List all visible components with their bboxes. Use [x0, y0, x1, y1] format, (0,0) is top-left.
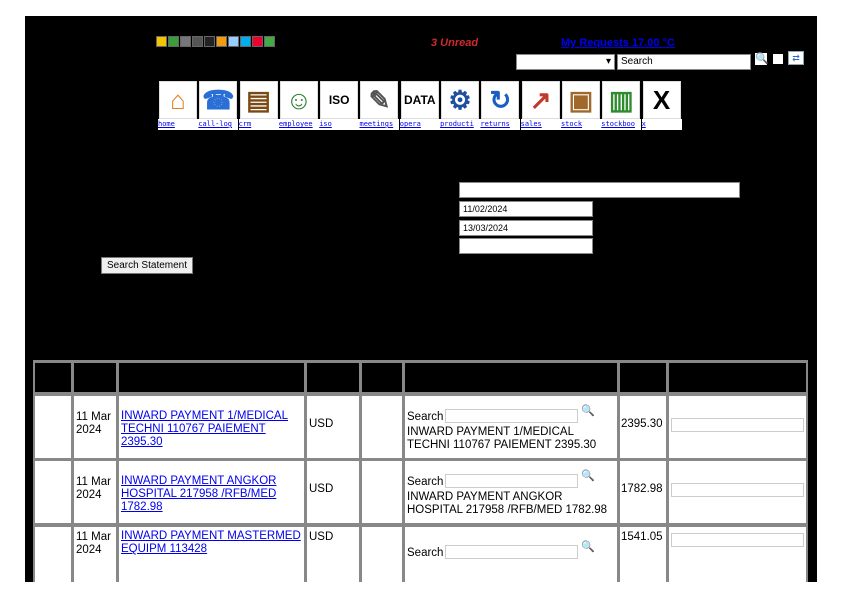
- date-from-input[interactable]: 11/02/2024: [459, 201, 593, 217]
- tools-icon[interactable]: [216, 36, 227, 47]
- nav-item-returns[interactable]: [480, 81, 520, 131]
- search-statement-button[interactable]: Search Statement: [101, 257, 193, 274]
- nav-item-sales[interactable]: [521, 81, 561, 131]
- iso-icon[interactable]: [320, 81, 358, 119]
- nav-label[interactable]: x: [642, 119, 682, 130]
- date-cell: [74, 461, 116, 523]
- gears-icon[interactable]: ⚙: [441, 81, 479, 119]
- nav-item-stockboo[interactable]: [601, 81, 641, 131]
- notes-input[interactable]: [671, 418, 804, 432]
- page-frame: [25, 16, 817, 582]
- amount-cell: [620, 396, 666, 458]
- description-cell: [119, 396, 304, 458]
- x-icon[interactable]: X: [643, 81, 681, 119]
- calculator-icon[interactable]: [192, 36, 203, 47]
- star-icon[interactable]: [156, 36, 167, 47]
- nav-item-employee[interactable]: [279, 81, 319, 131]
- notes-cell: [669, 461, 806, 523]
- amount-cell: [620, 461, 666, 523]
- row-amount: 2395.30: [621, 418, 663, 430]
- match-search-input[interactable]: [445, 545, 578, 559]
- date-cell: [74, 527, 116, 582]
- nav-icon-text: DATA: [404, 93, 436, 107]
- row-currency: USD: [309, 531, 334, 543]
- nav-item-crm[interactable]: [239, 81, 279, 131]
- match-cell: [405, 527, 617, 582]
- row-description-link[interactable]: INWARD PAYMENT 1/MEDICAL TECHNI 110767 PAIEMENT 2395.30: [121, 410, 288, 448]
- nav-item-producti[interactable]: [440, 81, 480, 131]
- people-icon[interactable]: ☺: [280, 81, 318, 119]
- nav-item-stock[interactable]: [561, 81, 601, 131]
- header-description: [119, 363, 304, 392]
- main-nav: [158, 81, 682, 131]
- search-icon[interactable]: 🔍: [581, 470, 595, 482]
- search-icon[interactable]: 🔍: [755, 53, 769, 65]
- nav-label[interactable]: returns: [480, 119, 520, 130]
- nav-label[interactable]: home: [158, 119, 198, 130]
- nav-label[interactable]: iso: [319, 119, 359, 130]
- return-arrow-icon[interactable]: ↻: [481, 81, 519, 119]
- notes-cell: [669, 527, 806, 582]
- row-date: 11 Mar 2024: [76, 531, 111, 556]
- row-select-cell[interactable]: [35, 461, 71, 523]
- header-amount: [620, 363, 666, 392]
- nav-item-call-log[interactable]: [198, 81, 238, 131]
- house-icon[interactable]: ⌂: [159, 81, 197, 119]
- money-icon[interactable]: [264, 36, 275, 47]
- globe-icon[interactable]: [168, 36, 179, 47]
- match-search-label: Search: [407, 411, 444, 423]
- skype-icon[interactable]: [240, 36, 251, 47]
- currency-cell: [307, 461, 359, 523]
- amount-cell: [620, 527, 666, 582]
- account-filter-input[interactable]: [459, 182, 740, 198]
- match-search-label: Search: [407, 476, 444, 488]
- match-text: INWARD PAYMENT ANGKOR HOSPITAL 217958 /RFB/MED 1782.98: [407, 491, 608, 516]
- nav-label[interactable]: call-log: [198, 119, 238, 130]
- header-date: [74, 363, 116, 392]
- my-requests-link[interactable]: My Requests 17.00 °C: [561, 37, 675, 49]
- row-currency: USD: [309, 483, 334, 495]
- match-cell: [405, 396, 617, 458]
- row-amount: 1782.98: [621, 483, 663, 495]
- flag-cell: [362, 396, 402, 458]
- statement-table: [33, 360, 808, 582]
- date-to-input[interactable]: 13/03/2024: [459, 220, 593, 236]
- chevron-down-icon: ▾: [605, 56, 611, 67]
- reference-filter-input[interactable]: [459, 238, 593, 254]
- flag-cell: [362, 527, 402, 582]
- match-search-label: Search: [407, 547, 444, 559]
- book-icon[interactable]: ▥: [602, 81, 640, 119]
- nav-label[interactable]: stock: [561, 119, 601, 130]
- row-date: 11 Mar 2024: [76, 476, 111, 501]
- row-description-link[interactable]: INWARD PAYMENT ANGKOR HOSPITAL 217958 /RFB/MED 1782.98: [121, 475, 277, 513]
- row-date: 11 Mar 2024: [76, 411, 111, 436]
- notes-input[interactable]: [671, 483, 804, 497]
- flag-cell: [362, 461, 402, 523]
- clipboard-icon[interactable]: [204, 36, 215, 47]
- match-text: INWARD PAYMENT 1/MEDICAL TECHNI 110767 PAIEMENT 2395.30: [407, 426, 597, 451]
- open-external-icon[interactable]: [771, 52, 785, 66]
- nav-item-x[interactable]: [642, 81, 682, 131]
- nav-item-opera[interactable]: [400, 81, 440, 131]
- pdf-icon[interactable]: [252, 36, 263, 47]
- match-search-input[interactable]: [445, 474, 578, 488]
- sales-chart-icon[interactable]: ↗: [522, 81, 560, 119]
- unread-count[interactable]: 3 Unread: [431, 37, 479, 49]
- nav-label[interactable]: stockboo: [601, 119, 641, 130]
- row-description-link[interactable]: INWARD PAYMENT MASTERMED EQUIPM 113428: [121, 530, 301, 555]
- opera-data-icon[interactable]: [401, 81, 439, 119]
- header-select: [35, 363, 71, 392]
- cabinet-icon[interactable]: ▤: [240, 81, 278, 119]
- nav-label[interactable]: opera: [400, 119, 440, 130]
- nav-item-home[interactable]: [158, 81, 198, 131]
- description-cell: [119, 527, 304, 582]
- notes-input[interactable]: [671, 533, 804, 547]
- nav-item-meetings[interactable]: [359, 81, 399, 131]
- phone-icon[interactable]: ☎: [199, 81, 237, 119]
- nav-item-iso[interactable]: [319, 81, 359, 131]
- row-select-cell[interactable]: [35, 396, 71, 458]
- notes-cell: [669, 396, 806, 458]
- row-currency: USD: [309, 418, 334, 430]
- search-icon[interactable]: 🔍: [581, 541, 595, 553]
- nav-label[interactable]: crm: [239, 119, 279, 130]
- quick-icons-bar: [156, 36, 275, 50]
- puzzle-icon[interactable]: [228, 36, 239, 47]
- nav-label[interactable]: meetings: [359, 119, 399, 130]
- description-cell: [119, 461, 304, 523]
- nav-icon-text: ISO: [328, 93, 350, 107]
- row-amount: 1541.05: [621, 531, 663, 543]
- header-match: [405, 363, 617, 392]
- nav-label[interactable]: employee: [279, 119, 319, 130]
- nav-label[interactable]: sales: [521, 119, 561, 130]
- nav-label[interactable]: producti: [440, 119, 480, 130]
- top-search-input[interactable]: Search: [617, 54, 751, 70]
- match-cell: [405, 461, 617, 523]
- grid-icon[interactable]: [180, 36, 191, 47]
- search-icon[interactable]: 🔍: [581, 405, 595, 417]
- header-flag: [362, 363, 402, 392]
- swap-icon[interactable]: ⇄: [788, 51, 804, 65]
- mode-select[interactable]: [516, 54, 615, 70]
- date-cell: [74, 396, 116, 458]
- header-notes: [669, 363, 806, 392]
- notepad-icon[interactable]: ✎: [360, 81, 398, 119]
- header-currency: [307, 363, 359, 392]
- currency-cell: [307, 396, 359, 458]
- match-search-input[interactable]: [445, 409, 578, 423]
- box-icon[interactable]: ▣: [562, 81, 600, 119]
- row-select-cell[interactable]: [35, 527, 71, 582]
- currency-cell: [307, 527, 359, 582]
